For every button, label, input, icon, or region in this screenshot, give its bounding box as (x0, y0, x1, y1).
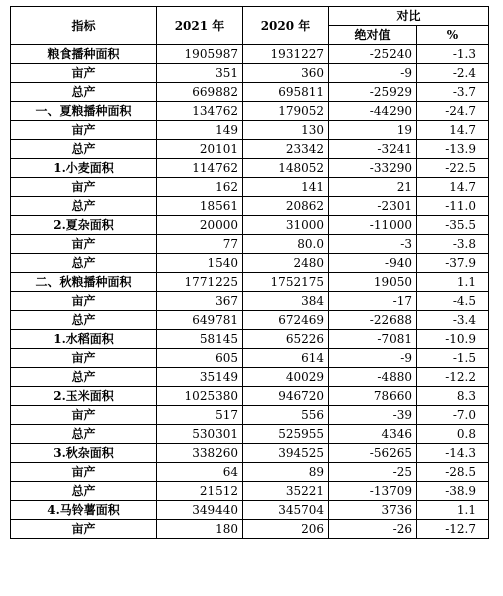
value-2020: 206 (243, 520, 329, 539)
percent-change: -2.4 (417, 64, 489, 83)
percent-change: 1.1 (417, 501, 489, 520)
grain-statistics-table (10, 6, 489, 539)
table-row (11, 216, 489, 235)
row-label: 总产 (11, 368, 157, 387)
value-2021: 64 (157, 463, 243, 482)
value-2020: 2480 (243, 254, 329, 273)
row-label: 亩产 (11, 178, 157, 197)
percent-change: 1.1 (417, 273, 489, 292)
row-label: 亩产 (11, 121, 157, 140)
table-row (11, 501, 489, 520)
value-2021: 351 (157, 64, 243, 83)
table-header-row (11, 7, 489, 26)
value-2021: 58145 (157, 330, 243, 349)
table-row (11, 121, 489, 140)
value-2021: 517 (157, 406, 243, 425)
table-row (11, 292, 489, 311)
absolute-change: -26 (329, 520, 417, 539)
value-2021: 349440 (157, 501, 243, 520)
table-row (11, 64, 489, 83)
value-2020: 1931227 (243, 45, 329, 64)
value-2021: 35149 (157, 368, 243, 387)
percent-change: -13.9 (417, 140, 489, 159)
value-2020: 1752175 (243, 273, 329, 292)
value-2020: 525955 (243, 425, 329, 444)
value-2021: 367 (157, 292, 243, 311)
percent-change: -24.7 (417, 102, 489, 121)
value-2020: 695811 (243, 83, 329, 102)
value-2020: 614 (243, 349, 329, 368)
row-label: 3.秋杂面积 (11, 444, 157, 463)
percent-change: -12.2 (417, 368, 489, 387)
table-row (11, 140, 489, 159)
value-2021: 338260 (157, 444, 243, 463)
percent-change: -28.5 (417, 463, 489, 482)
table-row (11, 463, 489, 482)
value-2021: 20101 (157, 140, 243, 159)
value-2020: 23342 (243, 140, 329, 159)
row-label: 2.夏杂面积 (11, 216, 157, 235)
row-label: 亩产 (11, 349, 157, 368)
row-label: 亩产 (11, 463, 157, 482)
table-row (11, 368, 489, 387)
value-2021: 114762 (157, 159, 243, 178)
value-2020: 345704 (243, 501, 329, 520)
absolute-change: -39 (329, 406, 417, 425)
absolute-change: -7081 (329, 330, 417, 349)
value-2021: 649781 (157, 311, 243, 330)
value-2021: 1771225 (157, 273, 243, 292)
value-2021: 149 (157, 121, 243, 140)
percent-change: -7.0 (417, 406, 489, 425)
row-label: 总产 (11, 83, 157, 102)
percent-change: -1.5 (417, 349, 489, 368)
percent-change: -35.5 (417, 216, 489, 235)
percent-change: -22.5 (417, 159, 489, 178)
header-absolute-value: 绝对值 (329, 26, 417, 45)
row-label: 总产 (11, 425, 157, 444)
value-2020: 946720 (243, 387, 329, 406)
absolute-change: -3241 (329, 140, 417, 159)
table-row (11, 197, 489, 216)
value-2020: 80.0 (243, 235, 329, 254)
absolute-change: -3 (329, 235, 417, 254)
value-2020: 556 (243, 406, 329, 425)
percent-change: -3.7 (417, 83, 489, 102)
value-2020: 40029 (243, 368, 329, 387)
value-2020: 360 (243, 64, 329, 83)
table-row (11, 387, 489, 406)
row-label: 总产 (11, 140, 157, 159)
value-2021: 669882 (157, 83, 243, 102)
row-label: 二、秋粮播种面积 (11, 273, 157, 292)
absolute-change: -11000 (329, 216, 417, 235)
table-row (11, 330, 489, 349)
row-label: 亩产 (11, 520, 157, 539)
table-row (11, 273, 489, 292)
absolute-change: 4346 (329, 425, 417, 444)
absolute-change: 19050 (329, 273, 417, 292)
value-2021: 1905987 (157, 45, 243, 64)
percent-change: -3.8 (417, 235, 489, 254)
value-2020: 384 (243, 292, 329, 311)
row-label: 一、夏粮播种面积 (11, 102, 157, 121)
value-2020: 65226 (243, 330, 329, 349)
table-row (11, 425, 489, 444)
value-2021: 20000 (157, 216, 243, 235)
row-label: 亩产 (11, 292, 157, 311)
table-row (11, 520, 489, 539)
absolute-change: -33290 (329, 159, 417, 178)
row-label: 亩产 (11, 235, 157, 254)
absolute-change: -56265 (329, 444, 417, 463)
row-label: 1.小麦面积 (11, 159, 157, 178)
table-row (11, 235, 489, 254)
header-compare: 对比 (329, 7, 489, 26)
absolute-change: -25929 (329, 83, 417, 102)
percent-change: -14.3 (417, 444, 489, 463)
header-year-2020: 2020 年 (243, 7, 329, 45)
absolute-change: -25 (329, 463, 417, 482)
value-2021: 162 (157, 178, 243, 197)
value-2021: 180 (157, 520, 243, 539)
value-2021: 134762 (157, 102, 243, 121)
row-label: 总产 (11, 254, 157, 273)
row-label: 4.马铃薯面积 (11, 501, 157, 520)
value-2020: 20862 (243, 197, 329, 216)
absolute-change: -13709 (329, 482, 417, 501)
percent-change: 14.7 (417, 178, 489, 197)
value-2020: 141 (243, 178, 329, 197)
absolute-change: 78660 (329, 387, 417, 406)
row-label: 2.玉米面积 (11, 387, 157, 406)
absolute-change: 19 (329, 121, 417, 140)
value-2020: 672469 (243, 311, 329, 330)
table-row (11, 178, 489, 197)
percent-change: -4.5 (417, 292, 489, 311)
value-2021: 605 (157, 349, 243, 368)
table-row (11, 159, 489, 178)
percent-change: -37.9 (417, 254, 489, 273)
absolute-change: -17 (329, 292, 417, 311)
row-label: 总产 (11, 197, 157, 216)
header-percent: % (417, 26, 489, 45)
percent-change: -12.7 (417, 520, 489, 539)
row-label: 亩产 (11, 406, 157, 425)
row-label: 1.水稻面积 (11, 330, 157, 349)
row-label: 总产 (11, 311, 157, 330)
percent-change: -38.9 (417, 482, 489, 501)
table-row (11, 102, 489, 121)
table-row (11, 83, 489, 102)
absolute-change: -22688 (329, 311, 417, 330)
table-body (11, 45, 489, 539)
value-2021: 1540 (157, 254, 243, 273)
row-label: 粮食播种面积 (11, 45, 157, 64)
percent-change: -11.0 (417, 197, 489, 216)
absolute-change: 3736 (329, 501, 417, 520)
absolute-change: -9 (329, 349, 417, 368)
value-2020: 130 (243, 121, 329, 140)
absolute-change: -9 (329, 64, 417, 83)
table-row (11, 349, 489, 368)
table-row (11, 254, 489, 273)
absolute-change: 21 (329, 178, 417, 197)
absolute-change: -2301 (329, 197, 417, 216)
value-2020: 148052 (243, 159, 329, 178)
percent-change: -3.4 (417, 311, 489, 330)
row-label: 亩产 (11, 64, 157, 83)
value-2020: 89 (243, 463, 329, 482)
value-2021: 18561 (157, 197, 243, 216)
value-2021: 1025380 (157, 387, 243, 406)
table-row (11, 45, 489, 64)
header-year-2021: 2021 年 (157, 7, 243, 45)
percent-change: 8.3 (417, 387, 489, 406)
row-label: 总产 (11, 482, 157, 501)
percent-change: 14.7 (417, 121, 489, 140)
value-2021: 21512 (157, 482, 243, 501)
value-2020: 31000 (243, 216, 329, 235)
percent-change: -10.9 (417, 330, 489, 349)
table-row (11, 482, 489, 501)
absolute-change: -25240 (329, 45, 417, 64)
absolute-change: -44290 (329, 102, 417, 121)
percent-change: 0.8 (417, 425, 489, 444)
table-row (11, 444, 489, 463)
value-2020: 179052 (243, 102, 329, 121)
table-row (11, 311, 489, 330)
value-2020: 394525 (243, 444, 329, 463)
value-2020: 35221 (243, 482, 329, 501)
value-2021: 530301 (157, 425, 243, 444)
absolute-change: -940 (329, 254, 417, 273)
header-indicator: 指标 (11, 7, 157, 45)
value-2021: 77 (157, 235, 243, 254)
table-row (11, 406, 489, 425)
absolute-change: -4880 (329, 368, 417, 387)
percent-change: -1.3 (417, 45, 489, 64)
